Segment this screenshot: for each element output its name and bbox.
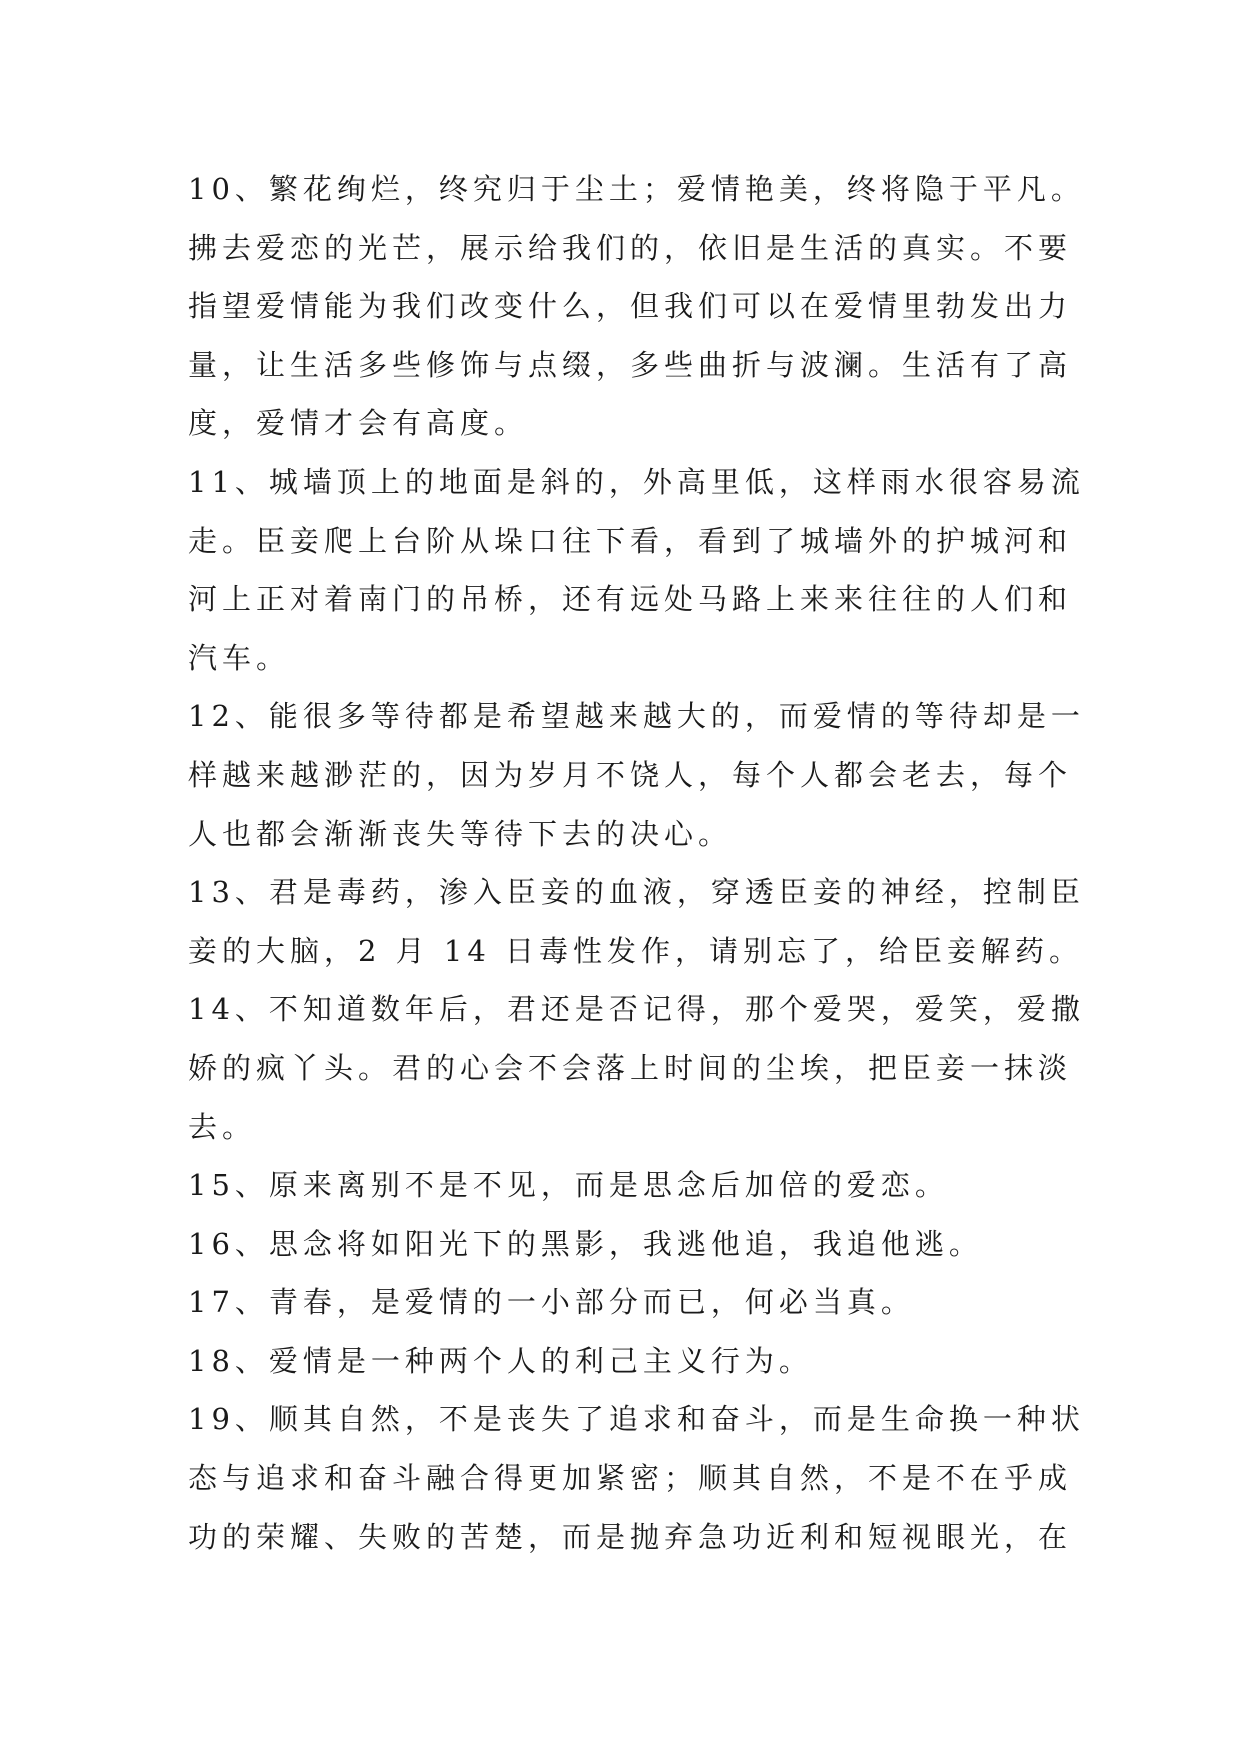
text-line: 量，让生活多些修饰与点缀，多些曲折与波澜。生活有了高 [188, 347, 1073, 382]
text-line: 态与追求和奋斗融合得更加紧密；顺其自然，不是不在乎成 [188, 1461, 1073, 1496]
text-line: 汽车。 [188, 640, 291, 675]
text-line: 妾的大脑，2 月 14 日毒性发作，请别忘了，给臣妾解药。 [188, 933, 1084, 968]
text-line: 17、青春，是爱情的一小部分而已，何必当真。 [188, 1285, 915, 1320]
text-line: 走。臣妾爬上台阶从垛口往下看，看到了城墙外的护城河和 [188, 523, 1073, 558]
document-body [188, 160, 1085, 1566]
text-line: 娇的疯丫头。君的心会不会落上时间的尘埃，把臣妾一抹淡 [188, 1050, 1073, 1085]
text-line: 11、城墙顶上的地面是斜的，外高里低，这样雨水很容易流 [188, 464, 1085, 499]
text-line: 功的荣耀、失败的苦楚，而是抛弃急功近利和短视眼光，在 [188, 1519, 1073, 1554]
text-line: 12、能很多等待都是希望越来越大的，而爱情的等待却是一 [188, 699, 1085, 734]
text-line: 15、原来离别不是不见，而是思念后加倍的爱恋。 [188, 1168, 949, 1203]
text-line: 拂去爱恋的光芒，展示给我们的，依旧是生活的真实。不要 [188, 230, 1073, 265]
text-line: 13、君是毒药，渗入臣妾的血液，穿透臣妾的神经，控制臣 [188, 875, 1085, 910]
text-line: 18、爱情是一种两个人的利己主义行为。 [188, 1343, 813, 1378]
text-line: 河上正对着南门的吊桥，还有远处马路上来来往往的人们和 [188, 582, 1073, 617]
text-line: 样越来越渺茫的，因为岁月不饶人，每个人都会老去，每个 [188, 757, 1073, 792]
text-line: 去。 [188, 1109, 257, 1144]
text-line: 19、顺其自然，不是丧失了追求和奋斗，而是生命换一种状 [188, 1402, 1085, 1437]
text-line: 16、思念将如阳光下的黑影，我逃他追，我追他逃。 [188, 1226, 983, 1261]
text-line: 14、不知道数年后，君还是否记得，那个爱哭，爱笑，爱撒 [188, 992, 1085, 1027]
text-line: 人也都会渐渐丧失等待下去的决心。 [188, 816, 733, 851]
text-line: 指望爱情能为我们改变什么，但我们可以在爱情里勃发出力 [188, 289, 1073, 324]
text-line: 10、繁花绚烂，终究归于尘土；爱情艳美，终将隐于平凡。 [188, 172, 1085, 206]
text-line: 度，爱情才会有高度。 [188, 406, 529, 441]
